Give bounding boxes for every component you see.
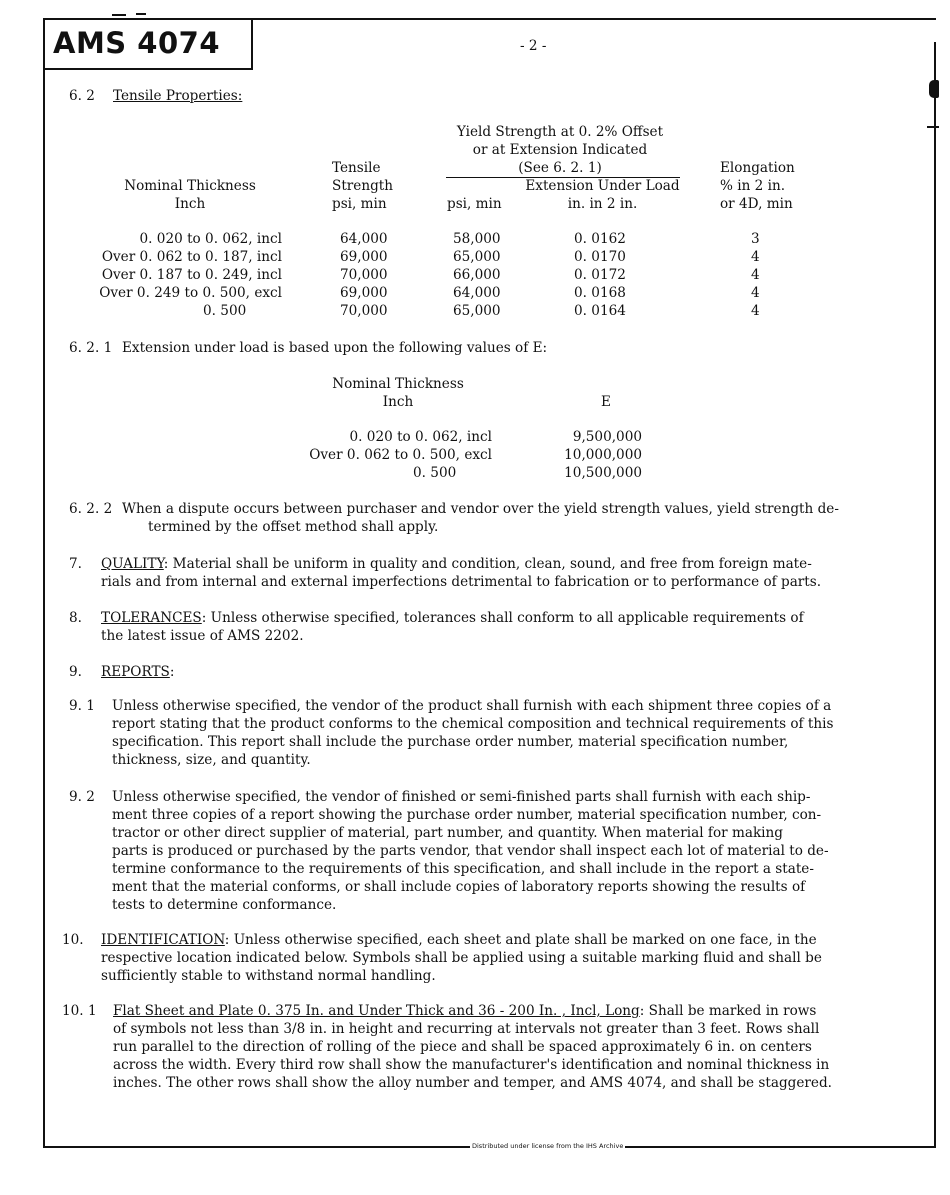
- section-10-line: [101, 932, 817, 948]
- paragraph-line: termine conformance to the requirements of this specification, and shall include in the report a state-: [112, 861, 814, 877]
- section-heading: Flat Sheet and Plate 0. 375 In. and Under Thick and 36 - 200 In. , Incl, Long: [113, 1003, 640, 1019]
- table-cell-yield: 64,000: [453, 285, 501, 301]
- table-cell-tensile: 70,000: [340, 267, 388, 283]
- yield-header-line: or at Extension Indicated: [472, 142, 648, 158]
- page-border-left: [43, 18, 45, 1148]
- paragraph-line: respective location indicated below. Symbols shall be applied using a suitable marking fluid and shall be: [101, 950, 822, 966]
- col-header-e: E: [601, 394, 611, 410]
- paragraph-line: across the width. Every third row shall show the manufacturer's identification and nominal thickness in: [113, 1057, 830, 1073]
- paragraph-line: ment that the material conforms, or shall include copies of laboratory reports showing the results of: [112, 879, 806, 895]
- paragraph-line: of symbols not less than 3/8 in. in height and recurring at intervals not greater than 3 feet. Rows shall: [113, 1021, 820, 1037]
- scan-mark: [136, 13, 146, 15]
- paragraph-line: tests to determine conformance.: [112, 897, 337, 913]
- section-number: 10. 1: [62, 1003, 97, 1019]
- table-cell-tensile: 64,000: [340, 231, 388, 247]
- table-cell-extension: 0. 0162: [574, 231, 626, 247]
- section-number: 6. 2. 2: [69, 501, 113, 517]
- col-header-thickness: Nominal Thickness: [124, 178, 256, 194]
- yield-header-line: Yield Strength at 0. 2% Offset: [456, 124, 664, 140]
- paragraph-line: report stating that the product conforms to the chemical composition and technical requirements of this: [112, 716, 834, 732]
- section-heading: REPORTS: [101, 664, 170, 680]
- section-heading: IDENTIFICATION: [101, 932, 225, 948]
- table-cell-e: 10,500,000: [564, 465, 642, 481]
- col-header-thickness: Inch: [382, 394, 414, 410]
- table-cell-yield: 58,000: [453, 231, 501, 247]
- table-cell-thickness: Over 0. 062 to 0. 500, excl: [309, 447, 492, 463]
- section-8-line: [101, 610, 804, 626]
- table-cell-yield: 65,000: [453, 303, 501, 319]
- section-number: 9. 1: [69, 698, 95, 714]
- yield-header-line: (See 6. 2. 1): [518, 160, 602, 176]
- table-cell-elongation: 3: [751, 231, 760, 247]
- section-number: 9.: [69, 664, 82, 680]
- table-cell-thickness: 0. 020 to 0. 062, incl: [139, 231, 282, 247]
- doc-id: AMS 4074: [53, 26, 220, 60]
- paragraph-line: specification. This report shall include the purchase order number, material specification number,: [112, 734, 789, 750]
- table-cell-elongation: 4: [751, 249, 760, 265]
- col-header-elongation: % in 2 in.: [720, 178, 786, 194]
- section-heading: QUALITY: [101, 556, 164, 572]
- paragraph-line: termined by the offset method shall apply.: [148, 519, 439, 535]
- table-cell-extension: 0. 0172: [574, 267, 626, 283]
- col-header-thickness: Nominal Thickness: [332, 376, 464, 392]
- table-cell-thickness: 0. 500: [203, 303, 247, 319]
- col-header-tensile: Tensile: [332, 160, 381, 176]
- section-number: 10.: [62, 932, 84, 948]
- scan-mark: [929, 80, 939, 98]
- col-header-tensile: Strength: [332, 178, 393, 194]
- paragraph-text: : Unless otherwise specified, each sheet and plate shall be marked on one face, in the: [224, 932, 817, 948]
- col-header-extension: in. in 2 in.: [567, 196, 638, 212]
- paragraph-line: parts is produced or purchased by the parts vendor, that vendor shall inspect each lot of material to de-: [112, 843, 829, 859]
- page-border-right: [934, 42, 936, 1148]
- col-header-elongation: or 4D, min: [720, 196, 793, 212]
- table-cell-tensile: 69,000: [340, 285, 388, 301]
- section-number: 8.: [69, 610, 82, 626]
- section-number: 9. 2: [69, 789, 95, 805]
- table-cell-thickness: 0. 020 to 0. 062, incl: [349, 429, 492, 445]
- section-number: 6. 2: [69, 88, 95, 104]
- paragraph-line: Unless otherwise specified, the vendor of finished or semi-finished parts shall furnish with each ship-: [112, 789, 811, 805]
- page-border-top: [252, 18, 936, 20]
- paragraph-line: sufficiently stable to withstand normal handling.: [101, 968, 436, 984]
- table-cell-elongation: 4: [751, 285, 760, 301]
- col-header-thickness: Inch: [174, 196, 206, 212]
- paragraph-line: When a dispute occurs between purchaser and vendor over the yield strength values, yield strength de-: [122, 501, 839, 517]
- distribution-note: Distributed under license from the IHS Archive: [472, 1142, 624, 1150]
- section-7-line: [101, 556, 812, 572]
- col-header-extension: Extension Under Load: [525, 178, 680, 194]
- section-number: 6. 2. 1: [69, 340, 113, 356]
- scan-mark: [112, 14, 126, 16]
- section-10-1-line: [113, 1003, 816, 1019]
- table-cell-extension: 0. 0164: [574, 303, 626, 319]
- paragraph-line: the latest issue of AMS 2202.: [101, 628, 304, 644]
- col-header-yield-psi: psi, min: [447, 196, 502, 212]
- table-cell-elongation: 4: [751, 303, 760, 319]
- table-cell-thickness: Over 0. 249 to 0. 500, excl: [99, 285, 282, 301]
- table-cell-yield: 66,000: [453, 267, 501, 283]
- table-cell-thickness: Over 0. 187 to 0. 249, incl: [101, 267, 282, 283]
- section-number: 7.: [69, 556, 82, 572]
- paragraph-text: Extension under load is based upon the following values of E:: [122, 340, 548, 356]
- table-cell-extension: 0. 0168: [574, 285, 626, 301]
- paragraph-line: Unless otherwise specified, the vendor of the product shall furnish with each shipment three copies of a: [112, 698, 832, 714]
- table-cell-e: 10,000,000: [564, 447, 642, 463]
- paragraph-text: : Material shall be uniform in quality and condition, clean, sound, and free from foreign mate-: [163, 556, 812, 572]
- page-number: - 2 -: [520, 38, 547, 54]
- table-cell-tensile: 70,000: [340, 303, 388, 319]
- scan-mark: [927, 126, 939, 128]
- table-cell-elongation: 4: [751, 267, 760, 283]
- table-cell-e: 9,500,000: [572, 429, 642, 445]
- table-cell-yield: 65,000: [453, 249, 501, 265]
- section-9-line: [101, 664, 174, 680]
- paragraph-line: tractor or other direct supplier of material, part number, and quantity. When material for making: [112, 825, 783, 841]
- col-header-tensile: psi, min: [332, 196, 387, 212]
- paragraph-line: ment three copies of a report showing the purchase order number, material specification number, con-: [112, 807, 822, 823]
- paragraph-line: rials and from internal and external imperfections detrimental to fabrication or to performance of parts.: [101, 574, 822, 590]
- paragraph-text: : Unless otherwise specified, tolerances shall conform to all applicable requirements of: [201, 610, 804, 626]
- paragraph-line: thickness, size, and quantity.: [112, 752, 311, 768]
- section-title: Tensile Properties:: [113, 88, 243, 104]
- col-header-elongation: Elongation: [720, 160, 795, 176]
- paragraph-line: inches. The other rows shall show the alloy number and temper, and AMS 4074, and shall be staggered.: [113, 1075, 832, 1091]
- table-cell-thickness: Over 0. 062 to 0. 187, incl: [101, 249, 282, 265]
- table-cell-thickness: 0. 500: [413, 465, 457, 481]
- paragraph-text: : Shall be marked in rows: [639, 1003, 817, 1019]
- paragraph-line: run parallel to the direction of rolling of the piece and shall be spaced approximately 6 in. on centers: [113, 1039, 812, 1055]
- section-colon: :: [169, 664, 175, 680]
- table-cell-tensile: 69,000: [340, 249, 388, 265]
- section-heading: TOLERANCES: [101, 610, 202, 626]
- table-cell-extension: 0. 0170: [574, 249, 626, 265]
